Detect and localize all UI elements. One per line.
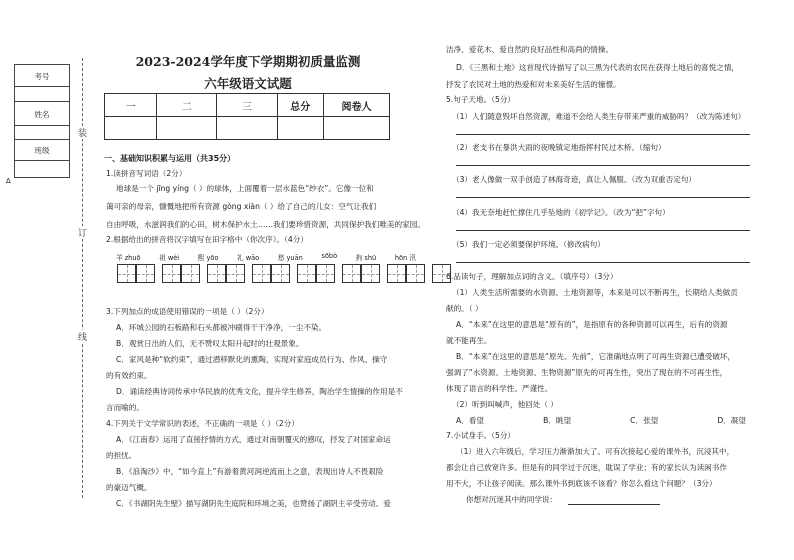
grid-cell[interactable] bbox=[252, 264, 271, 283]
pinyin-item: 拘 shū bbox=[355, 254, 377, 262]
grid-cell[interactable] bbox=[406, 264, 425, 283]
score-table bbox=[104, 93, 390, 140]
grid-cell[interactable] bbox=[387, 264, 406, 283]
q7-title: 7.小试身手。（5分） bbox=[446, 431, 516, 440]
q4-option-c: C．《书湖阴先生壁》描写湖阴先生庭院和环境之美，也赞扬了湖阴主辛受劳动、爱 bbox=[116, 499, 391, 508]
answer-line[interactable] bbox=[456, 230, 750, 231]
pinyin-item: 愁 yuān bbox=[277, 254, 303, 262]
q6-item-1-cont: 献的。（ ） bbox=[446, 304, 483, 313]
grid-cell[interactable] bbox=[297, 264, 316, 283]
grid-cell[interactable] bbox=[361, 264, 380, 283]
margin-mark: ∆ bbox=[6, 177, 11, 185]
grid-cell[interactable] bbox=[226, 264, 245, 283]
q5-title: 5.句子天地。（5分） bbox=[446, 95, 516, 104]
q3-option-d-cont: 言而喻的。 bbox=[106, 403, 144, 412]
pinyin-row bbox=[116, 252, 416, 262]
class-label: 班级 bbox=[34, 146, 50, 155]
q7-item-1-cont: 都会让自己放宽许多。但是有的同学过于沉迷，耽误了学业；有的家长认为读闲书作 bbox=[446, 463, 727, 472]
pinyin-item: 祖 wèi bbox=[159, 254, 180, 262]
q6-options bbox=[456, 417, 746, 425]
q5-item-3: （3）老人像做一双手创造了林海奇迹，真让人佩服。（改为双重否定句） bbox=[452, 175, 697, 184]
q1-line: 蔼可亲的母亲，慷慨地把所有资源 gòng xiàn（ ）给了自己的儿女：空气让我们 bbox=[106, 202, 377, 211]
q3-option-d: D．诵读经典诗词传承中华民族的优秀文化，提升学生修养，陶冶学生情操的作用是不 bbox=[116, 387, 403, 396]
grid-cell[interactable] bbox=[162, 264, 181, 283]
q3-title: 3.下列加点的成语使用错误的一项是（ ）（2分） bbox=[106, 307, 269, 316]
score-cell[interactable] bbox=[157, 117, 217, 140]
q2-title: 2.根据给出的拼音将汉字填写在田字格中（你次序）。（4分） bbox=[106, 235, 308, 244]
page-subtitle: 六年级语文试题 bbox=[204, 76, 292, 91]
q4-option-d-cont: 抒发了农民对土地的热爱和对未来美好生活的憧憬。 bbox=[446, 80, 621, 89]
answer-line[interactable] bbox=[456, 165, 750, 166]
pinyin-item: 熙 yōo bbox=[197, 254, 219, 262]
q6-option[interactable]: D．凝望 bbox=[717, 416, 746, 425]
binding-char-xian: 线 bbox=[78, 330, 87, 343]
grid-cell[interactable] bbox=[271, 264, 290, 283]
score-header: 三 bbox=[217, 94, 277, 117]
score-header: 一 bbox=[105, 94, 157, 117]
q4-option-a-cont: 的担忧。 bbox=[106, 451, 137, 460]
binding-line bbox=[82, 58, 83, 498]
answer-line[interactable] bbox=[456, 262, 750, 263]
score-cell[interactable] bbox=[217, 117, 277, 140]
score-cell[interactable] bbox=[105, 117, 157, 140]
grid-cell[interactable] bbox=[342, 264, 361, 283]
q7-prompt: 你想对沉迷其中的同学说： bbox=[466, 495, 558, 504]
grid-cell[interactable] bbox=[117, 264, 136, 283]
q3-option-a: A．环城公园的石板路和石头都被冲刷得干干净净，一尘不染。 bbox=[116, 323, 327, 332]
q6-item-1: （1）人类生活所需要的水资源、土地资源等，本来是可以不断再生，长期给人类做贡 bbox=[452, 288, 738, 297]
name-label: 姓名 bbox=[34, 110, 50, 119]
pinyin-item: sōbò bbox=[321, 252, 338, 260]
q3-option-c-cont: 的有效约束。 bbox=[106, 371, 152, 380]
q6-option-b-cont: 体现了语言的科学性、严谨性。 bbox=[446, 384, 553, 393]
section-heading: 一、基础知识积累与运用（共35分） bbox=[104, 154, 236, 163]
q6-item-2: （2）听到叫喊声，他回处（ ） bbox=[452, 400, 558, 409]
q5-item-4: （4）我无奈地赶忙撑住几乎坠地的《初学记》。（改为“把”字句） bbox=[452, 208, 670, 217]
page-title: 2023-2024学年度下学期期初质量监测 bbox=[135, 54, 361, 69]
score-header: 二 bbox=[157, 94, 217, 117]
r-line: 洁净、爱花木、爱自然的良好品性和高尚的情操。 bbox=[446, 45, 614, 54]
q5-item-5: （5）我们一定必须要保护环境。（修改病句） bbox=[452, 240, 605, 249]
q7-item-1-cont: 用不大，不让孩子阅读。那么课外书到底该不该看？你怎么看这个问题？（3分） bbox=[446, 479, 717, 488]
q3-option-c: C．家风是种“软约束”，通过潜移默化的熏陶，实现对家庭成员行为、作风、操守 bbox=[116, 355, 388, 364]
exam-number-label: 考号 bbox=[34, 72, 50, 81]
q3-option-b: B．观赏日出的人们，无不赞叹太阳升起时的壮观景象。 bbox=[116, 339, 304, 348]
q4-option-a: A．《江南春》运用了直接抒情的方式，通过对南朝覆灭的感叹，抒发了对国家命运 bbox=[116, 435, 391, 444]
q4-option-b: B．《浪淘沙》中，“如今直上”有游着黄河润逆流而上之意，表现出诗人不畏艰险 bbox=[116, 467, 384, 476]
q6-option-a: A．“本来”在这里的意思是“原有的”，是指原有的各种资源可以再生，后有的资源 bbox=[456, 320, 728, 329]
score-header: 阅卷人 bbox=[323, 94, 389, 117]
q1-line: 自由呼吸，水滋润我们的心田，树木保护水土……我们要珍惜资源，共同保护我们唯美的家园。 bbox=[106, 220, 425, 229]
info-divider bbox=[15, 139, 69, 140]
writing-grid[interactable] bbox=[117, 264, 451, 282]
q5-item-1: （1）人们随意毁坏自然资源，难道不会给人类生存带来严重的威胁吗？（改为陈述句） bbox=[452, 112, 746, 121]
pinyin-item: hōn 汛 bbox=[394, 254, 416, 262]
q7-item-1: （1）进入六年级后，学习压力渐渐加大了。可有次接起心爱的课外书，沉浸其中， bbox=[456, 447, 735, 456]
q4-option-b-cont: 的豪迈气概。 bbox=[106, 483, 152, 492]
q6-option-a-cont: 就不能再生。 bbox=[446, 336, 492, 345]
q1-line: 地球是一个 jīng yíng（ ）的球体，上面覆着一层水蓝色“纱衣”。它像一位和 bbox=[116, 184, 374, 193]
q6-title: 6.品读句子，理解加点词的含义。（填序号）（3分） bbox=[446, 272, 618, 281]
binding-char-ding: 订 bbox=[78, 226, 87, 239]
q1-title: 1.读拼音写词语（2分） bbox=[106, 169, 187, 178]
pinyin-item: 礼 wāo bbox=[237, 254, 260, 262]
answer-line[interactable] bbox=[568, 504, 660, 505]
grid-cell[interactable] bbox=[316, 264, 335, 283]
pinyin-item: 羊 zhuō bbox=[116, 254, 141, 262]
q6-option-b: B．“本来”在这里的意思是“原先、先前”，它准确地点明了可再生资源已遭受破坏， bbox=[456, 352, 736, 361]
score-cell[interactable] bbox=[323, 117, 389, 140]
name-field[interactable] bbox=[15, 125, 69, 126]
q6-option[interactable]: A．看望 bbox=[456, 416, 484, 425]
q6-option-b-cont: 强调了“水资源、土地资源、生物资源”原先的可再生性，突出了现在的不可再生性， bbox=[446, 368, 728, 377]
score-header: 总分 bbox=[277, 94, 323, 117]
q6-option[interactable]: B．眺望 bbox=[543, 416, 572, 425]
class-field[interactable] bbox=[15, 160, 69, 161]
grid-cell[interactable] bbox=[207, 264, 226, 283]
grid-cell[interactable] bbox=[181, 264, 200, 283]
info-divider bbox=[15, 101, 69, 102]
q5-item-2: （2）老支书在暴洪大雨的夜晚镇定地指挥村民过木桥。（缩句） bbox=[452, 143, 666, 152]
q4-option-d: D．《三黑和土地》这首现代诗描写了以三黑为代表的农民在获得土地后的喜悦之情， bbox=[456, 63, 740, 72]
grid-cell[interactable] bbox=[136, 264, 155, 283]
q4-title: 4.下列关于文学常识的表述，不正确的一项是（ ）（2分） bbox=[106, 419, 299, 428]
q6-option[interactable]: C．张望 bbox=[630, 416, 659, 425]
answer-line[interactable] bbox=[456, 197, 750, 198]
answer-line[interactable] bbox=[456, 134, 750, 135]
score-cell[interactable] bbox=[277, 117, 323, 140]
binding-char-zhuang: 装 bbox=[78, 126, 87, 139]
